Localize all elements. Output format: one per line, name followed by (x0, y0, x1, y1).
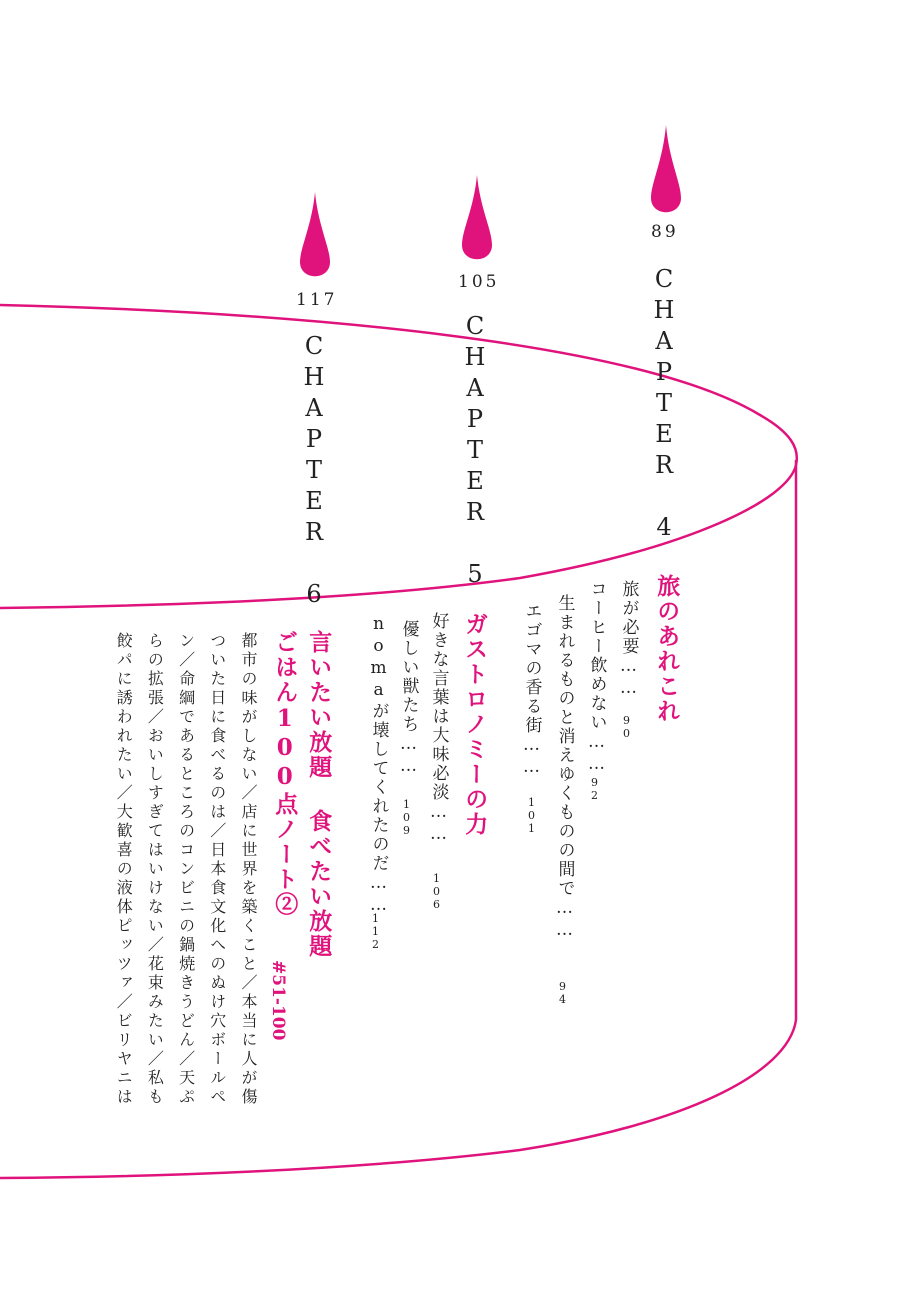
toc-page-number: 94 (556, 980, 569, 1006)
chapter-label: CHAPTER 4 (650, 265, 678, 544)
section-title: 旅のあれこれ (653, 574, 681, 724)
chapter-label: CHAPTER 5 (461, 312, 489, 591)
body-line: ついた日に食べるのは／日本食文化へのぬけ穴ボールペ (207, 632, 227, 1107)
toc-page-number: 101 (525, 796, 538, 835)
section-range: #51-100 (268, 960, 288, 1041)
section-title: 言いたい放題 食べたい放題 (305, 630, 333, 959)
flame-icon (300, 192, 330, 276)
section-body-text (108, 632, 264, 1107)
toc-page-number: 106 (430, 872, 443, 911)
toc-entry: 旅が必要…… (618, 580, 639, 700)
body-line: ン／命綱であるところのコンビニの鍋焼きうどん／天ぷ (176, 632, 196, 1107)
flame-icon (462, 175, 492, 259)
chapter-label: CHAPTER 6 (300, 332, 328, 611)
body-line: らの拡張／おいしすぎてはいけない／花束みたい／私も (145, 632, 165, 1107)
body-line: 餃パに誘われたい／大歓喜の液体ピッツァ／ビリヤニは (114, 632, 134, 1107)
toc-entry: 優しい獣たち…… (398, 620, 419, 778)
chapter-page-number: 89 (651, 222, 679, 242)
toc-entry: nomaが壊してくれたのだ…… (368, 614, 389, 917)
toc-entry: 好きな言葉は大味必淡…… (428, 612, 449, 846)
section-subtitle: ごはん100点ノート② (271, 630, 299, 917)
toc-page-number: 112 (369, 912, 382, 951)
toc-entry: エゴマの香る街…… (521, 602, 542, 779)
chapter-page-number: 117 (296, 290, 338, 310)
toc-page-number: 92 (588, 776, 601, 802)
toc-entry: 生まれるものと消えゆくものの間で…… (554, 594, 575, 942)
toc-page-number: 90 (620, 714, 633, 740)
toc-page-number: 109 (400, 798, 413, 837)
toc-entry: コーヒー飲めない…… (586, 580, 607, 776)
chapter-page-number: 105 (458, 272, 500, 292)
flame-icon (651, 125, 681, 212)
body-line: 都市の味がしない／店に世界を築くこと／本当に人が傷 (238, 632, 258, 1107)
section-title: ガストロノミーの力 (461, 612, 489, 837)
